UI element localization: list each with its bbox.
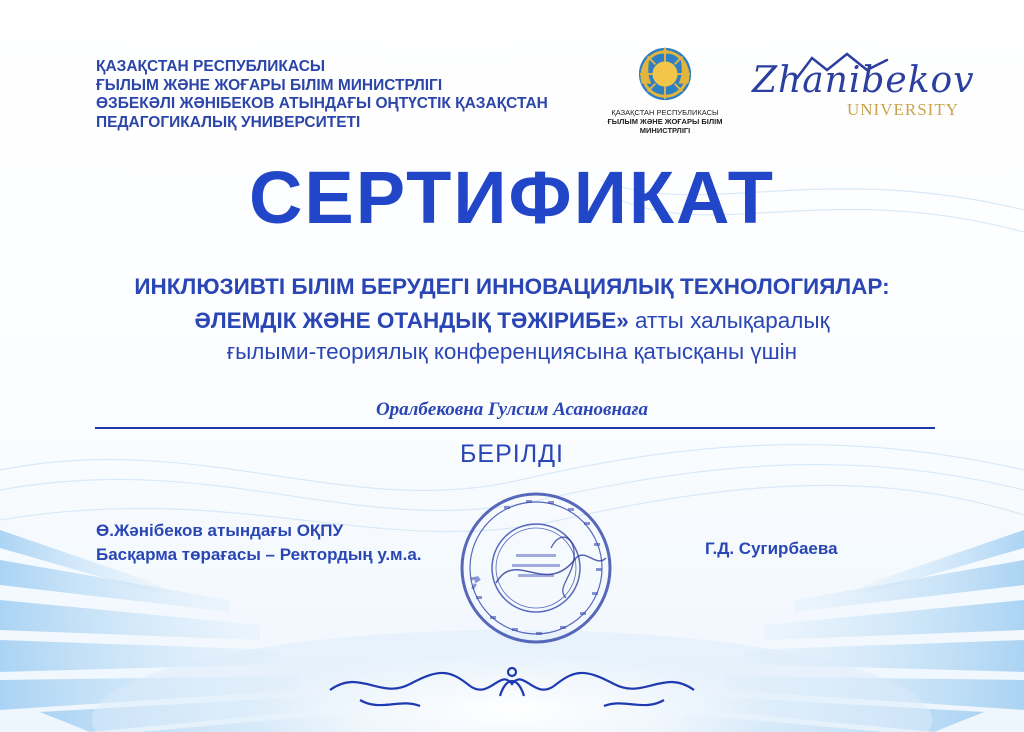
- emblem-caption-2: ҒЫЛЫМ ЖӘНЕ ЖОҒАРЫ БІЛІМ: [607, 117, 723, 126]
- signatory-line-1: Ө.Жәнібеков атындағы ОҚПУ: [96, 521, 344, 540]
- emblem-caption-3: МИНИСТРЛІГІ: [639, 126, 691, 135]
- university-seal-icon: [456, 488, 616, 648]
- org-line-3: ӨЗБЕКӘЛІ ЖӘНІБЕКОВ АТЫНДАҒЫ ОҢТҮСТІК ҚАЗАҚСТАН: [96, 95, 548, 112]
- org-line-2: ҒЫЛЫМ ЖӘНЕ ЖОҒАРЫ БІЛІМ МИНИСТРЛІГІ: [96, 76, 443, 94]
- university-logo: [752, 60, 982, 130]
- emblem-caption-1: ҚАЗАҚСТАН РЕСПУБЛИКАСЫ: [611, 108, 719, 117]
- state-emblem: [600, 45, 730, 135]
- signatory-line-2: Басқарма төрағасы – Ректордың у.м.а.: [96, 545, 422, 564]
- org-line-4: ПЕДАГОГИКАЛЫҚ УНИВЕРСИТЕТІ: [96, 113, 361, 131]
- recipient-name: Оралбековна Гулсим Асановнаға: [375, 399, 649, 420]
- signatory-title: [96, 519, 422, 567]
- signatory-name: Г.Д. Сугирбаева: [705, 539, 838, 558]
- topic-line-2: [0, 308, 1024, 334]
- given-label: БЕРІЛДІ: [460, 440, 564, 468]
- topic-line-2-rest: атты халықаралық: [628, 308, 830, 333]
- recipient-underline: [95, 427, 935, 429]
- certificate-title: СЕРТИФИКАТ: [248, 156, 776, 239]
- brand-subtitle: UNIVERSITY: [847, 100, 959, 119]
- organization-header: [96, 58, 548, 132]
- brand-name: Zhanibekov: [752, 60, 975, 101]
- kazakhstan-emblem-icon: [636, 45, 694, 103]
- topic-line-2-bold: ӘЛЕМДІК ЖӘНЕ ОТАНДЫҚ ТӘЖІРИБЕ»: [194, 308, 629, 333]
- topic-line-3: ғылыми-теориялық конференциясына қатысқаны үшін: [226, 339, 798, 364]
- topic-line-1: ИНКЛЮЗИВТІ БІЛІМ БЕРУДЕГІ ИННОВАЦИЯЛЫҚ ТЕХНОЛОГИЯЛАР:: [134, 274, 890, 299]
- org-line-1: ҚАЗАҚСТАН РЕСПУБЛИКАСЫ: [96, 58, 326, 75]
